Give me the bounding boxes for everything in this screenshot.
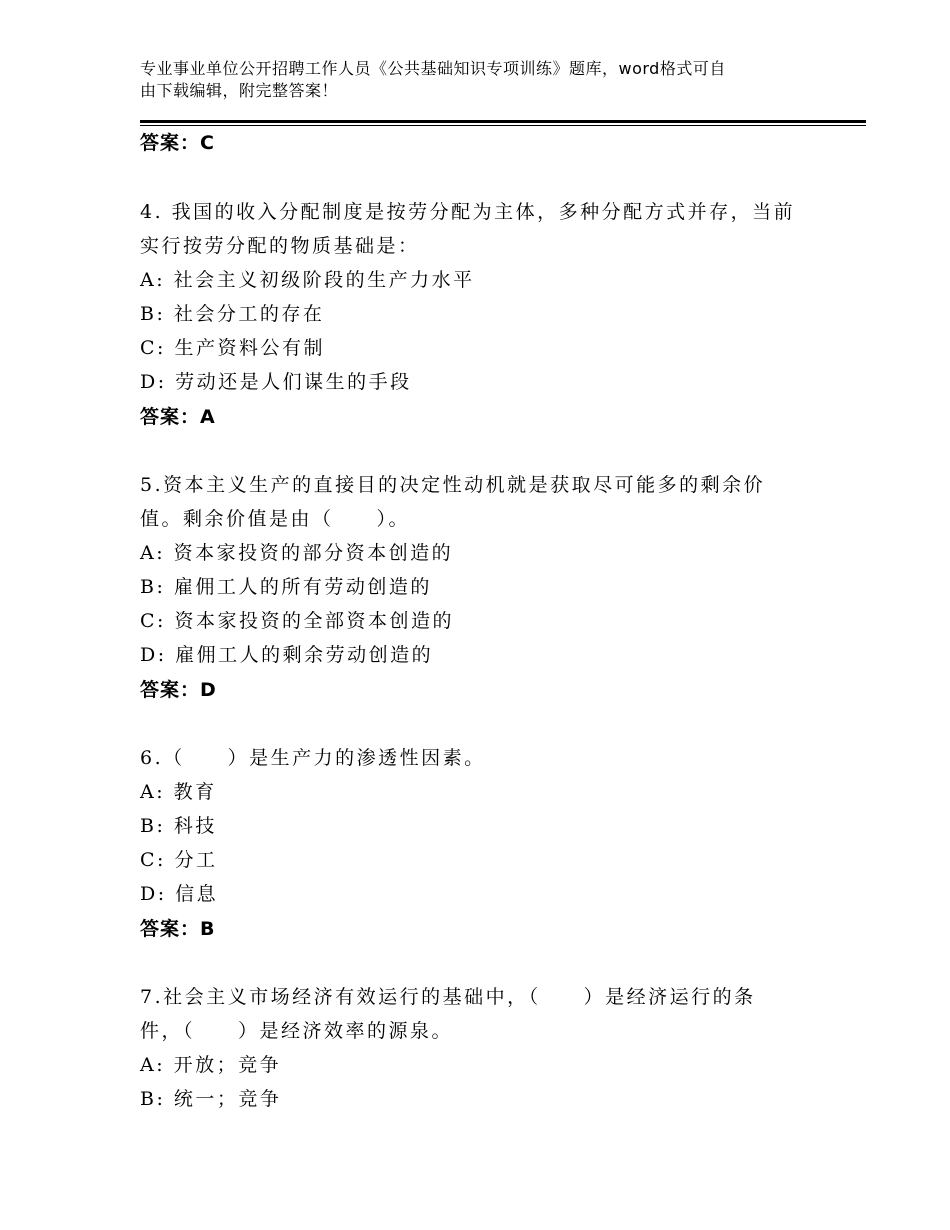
answer-prev: 答案：C	[140, 132, 215, 154]
q5-answer: 答案：D	[140, 679, 217, 701]
q4-answer: 答案：A	[140, 406, 216, 428]
header-rule-thick	[140, 120, 866, 123]
q5-option-b: B: 雇佣工人的所有劳动创造的	[140, 576, 432, 598]
header-line-1: 专业事业单位公开招聘工作人员《公共基础知识专项训练》题库，word格式可自	[140, 59, 726, 78]
document-header	[140, 58, 820, 102]
q4-stem-line-1: 4. 我国的收入分配制度是按劳分配为主体，多种分配方式并存，当前	[140, 201, 796, 223]
q4-option-c: C: 生产资料公有制	[140, 337, 325, 359]
header-rule-thin	[140, 125, 866, 126]
q5-option-c: C: 资本家投资的全部资本创造的	[140, 610, 454, 632]
q5-stem-line-2: 值。剩余价值是由（ ）。	[140, 508, 411, 530]
q7-stem-line-1: 7.社会主义市场经济有效运行的基础中，（ ）是经济运行的条	[140, 986, 756, 1008]
q4-option-a: A: 社会主义初级阶段的生产力水平	[140, 269, 475, 291]
q6-answer: 答案：B	[140, 918, 216, 940]
q4-option-b: B: 社会分工的存在	[140, 303, 325, 325]
q6-option-a: A: 教育	[140, 781, 217, 803]
q5-stem-line-1: 5.资本主义生产的直接目的决定性动机就是获取尽可能多的剩余价	[140, 474, 766, 496]
q6-option-d: D: 信息	[140, 883, 219, 905]
q6-stem-line-1: 6.（ ）是生产力的渗透性因素。	[140, 747, 486, 769]
q7-option-b: B: 统一；竞争	[140, 1088, 282, 1110]
q6-option-c: C: 分工	[140, 849, 218, 871]
q5-option-d: D: 雇佣工人的剩余劳动创造的	[140, 644, 434, 666]
q4-stem-line-2: 实行按劳分配的物质基础是：	[140, 235, 420, 257]
header-line-2: 由下载编辑，附完整答案！	[140, 81, 339, 100]
q7-option-a: A: 开放；竞争	[140, 1054, 282, 1076]
q7-stem-line-2: 件，（ ）是经济效率的源泉。	[140, 1020, 454, 1042]
q5-option-a: A: 资本家投资的部分资本创造的	[140, 542, 454, 564]
q4-option-d: D: 劳动还是人们谋生的手段	[140, 371, 412, 393]
q6-option-b: B: 科技	[140, 815, 217, 837]
